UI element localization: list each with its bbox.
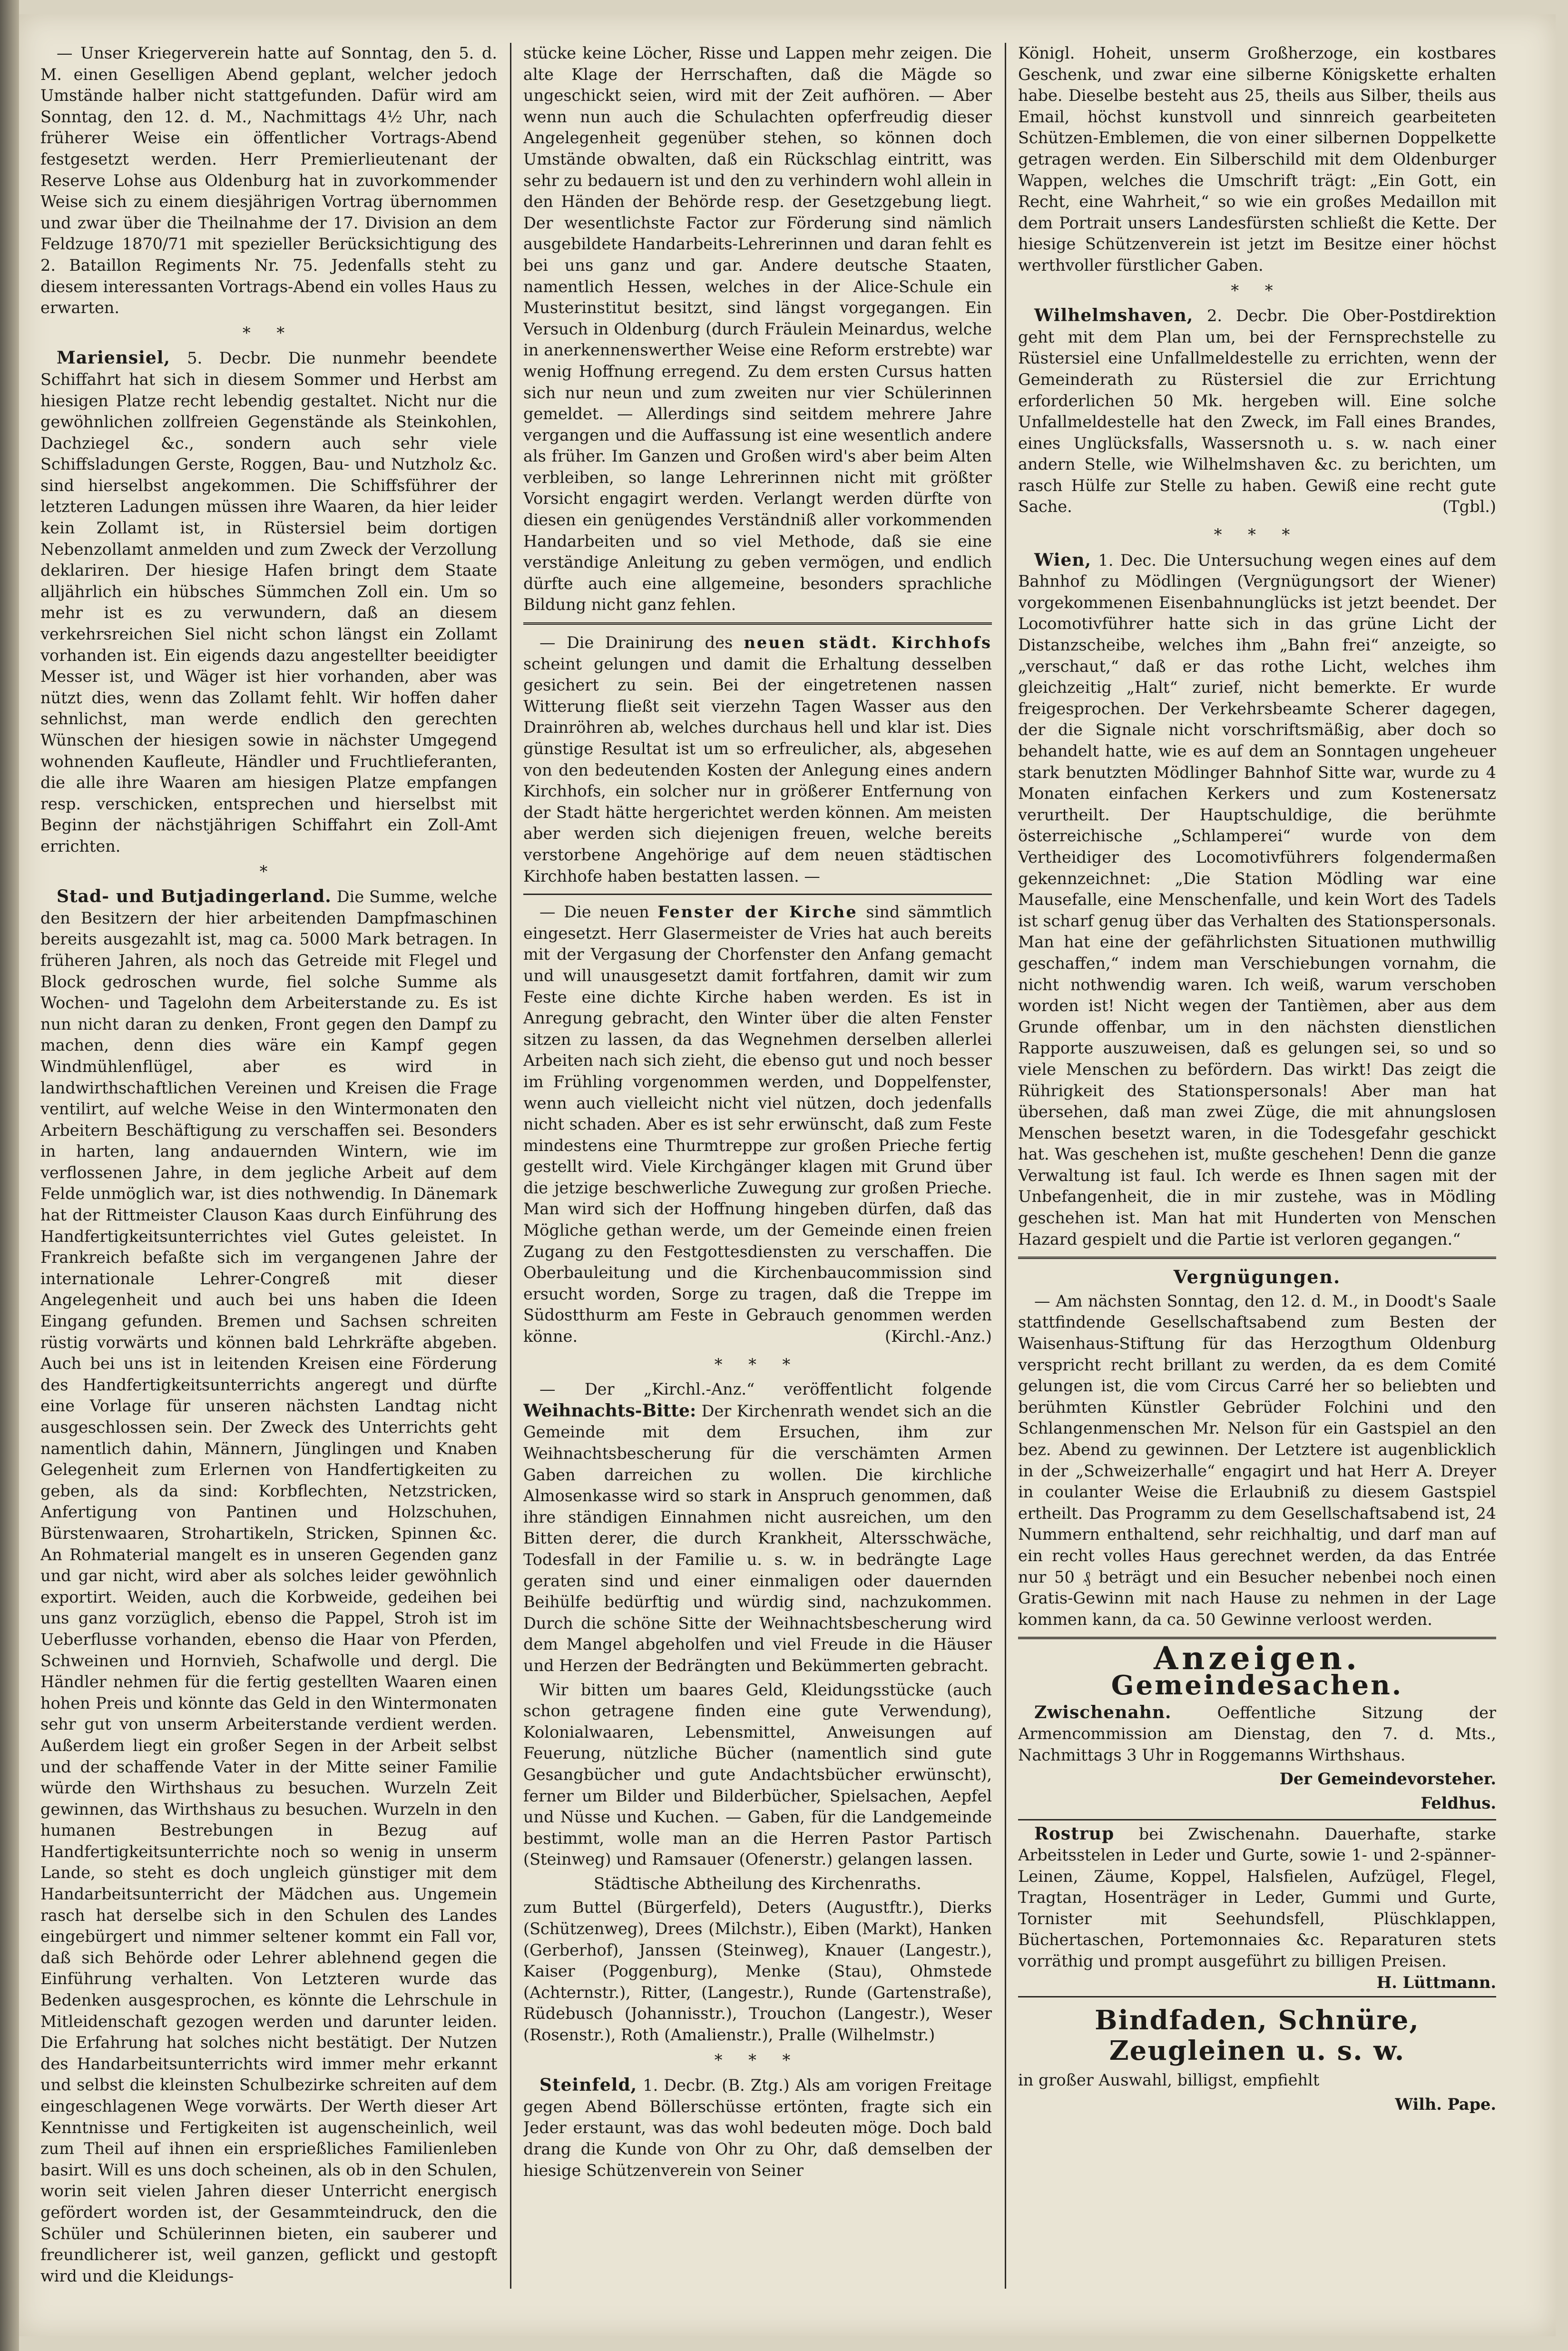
article-lead: — Der „Kirchl.-Anz.“ veröffentlicht folgende [539,1380,992,1399]
column-rule [510,43,511,2289]
article-fenster [523,902,992,1347]
article-mariensiel [40,347,497,857]
article-keyword: Weihnachts-Bitte: [523,1400,696,1421]
article-continuation: Königl. Hoheit, unserm Großherzoge, ein kostbares Geschenk, und zwar eine silberne Königskette erhalten habe. Dieselbe besteht aus 25, theils aus Silber, theils aus Email, höchst kunstvoll und sinnreich gearbeiteten Schützen-Emblemen, die von einer silbernen Doppelkette getragen werden. Ein Silberschild mit dem Oldenburger Wappen, welches die Umschrift trägt: „Ein Gott, ein Recht, eine Wahrheit,“ so wie ein großes Medaillon mit dem Portrait unsers Landesfürsten schließt die Kette. Der hiesige Schützenverein ist jetzt im Besitze einer höchst werthvoller fürstlicher Gaben. [1018,44,1496,275]
article-kirchhof [523,632,992,887]
article-keyword: neuen städt. Kirchhofs [744,633,992,652]
ad-text: bei Zwischenahn. Dauerhafte, starke Arbeitsstelen in Leder und Gurte, sowie 1- und 2-spänner-Leinen, Zäume, Koppel, Halsfielen, Aufzügel, Flegel, Tragtan, Hosenträger in Leder, Gummi und Gurte, Tornister mit Seehundsfell, Plüschklappen, Büchertaschen, Portemonnaies &c. Reparaturen stets vorräthig und prompt ausgeführt zu billigen Preisen. [1018,1824,1496,1971]
column-rule [1005,43,1006,2289]
article-text: sind sämmtlich eingesetzt. Herr Glasermeister de Vries hat auch bereits mit der Vergasung der Chorfenster den Anfang gemacht und will unausgesetzt damit fortfahren, damit wir zum Feste eine dichte Kirche haben werden. Es ist in Anregung gebracht, den Winter über die alten Fenster sitzen zu lassen, da das Wegnehmen derselben allerlei Arbeiten nach sich zieht, die ebenso gut und noch besser im Frühling vorgenommen werden, und Doppelfenster, wenn auch vielleicht nicht viel nützen, doch jedenfalls nicht schaden. Aber es ist sehr erwünscht, daß zum Feste mindestens eine Thurmtreppe zur großen Prieche fertig gestellt wird. Viele Kirchgänger klagen mit Grund über die jetzige beschwerliche Zuwegung zur großen Prieche. Man wird sich der Hoffnung hingeben dürfen, daß das Mögliche gethan werde, um der Gemeinde einen freien Zugang zu den Festgottesdiensten zu verschaffen. Die Oberbauleitung und die Kirchenbaucommission sind ersucht worden, Sorge zu tragen, daß die Treppe im Südostthurm am Feste in Gebrauch genommen werden könne. [523,903,992,1346]
separator-asterisks: * * [242,323,295,342]
article-text: 2. Decbr. Die Ober-Postdirektion geht mit dem Plan um, bei der Fernsprechstelle zu Rüstersiel eine Unfallmeldestelle zu errichten, wenn der Gemeinderath zu Rüstersiel die zur Errichtung erforderlichen 50 Mk. hergeben will. Eine solche Unfallmeldestelle hat den Zweck, im Fall eines Brandes, eines Unglücksfalls, Wassersnoth u. s. w. nach einer andern Stelle, wie Wilhelmshaven &c. zu berichten, um rasch Hülfe zur Stelle zu haben. Gewiß eine recht gute Sache. [1018,306,1496,516]
ad-heading-bindfaden [1018,2005,1496,2066]
dateline-place: Stad- und Butjadingerland. [57,886,332,907]
article-continuation: stücke keine Löcher, Risse und Lappen mehr zeigen. Die alte Klage der Herrschaften, daß die Mägde so ungeschickt seien, wird mit der Zeit aufhören. — Aber wenn nun auch die Schulachten opferfreudig dieser Angelegenheit gegenüber stehen, so können doch Umstände obwalten, daß ein Rückschlag eintritt, was sehr zu bedauern ist und den zu verhindern wohl allein in den Händen der Behörde resp. der Gesetzgebung liegt. Der wesentlichste Factor zur Förderung sind nämlich ausgebildete Handarbeits-Lehrerinnen und daran fehlt es bei uns ganz und gar. Andere deutsche Staaten, namentlich Hessen, welches in der Alice-Schule ein Musterinstitut besitzt, sind längst vorgegangen. Ein Versuch in Oldenburg (durch Fräulein Meinardus, welche in anerkennenswerther Weise eine Reform erstrebte) war wenig Hoffnung erregend. Zu dem ersten Cursus hatten sich nur neun und zum zweiten nur vier Schülerinnen gemeldet. — Allerdings sind seitdem mehrere Jahre vergangen und die Auffassung ist eine wesentlich andere als früher. Im Ganzen und Großen wird's aber beim Alten verbleiben, so lange Lehrerinnen nicht mit größter Vorsicht engagirt werden. Verlangt werden dürfte von diesen ein genügendes Verständniß aller vorkommenden Handarbeiten und so viel Methode, daß sie eine verständige Anleitung zu geben vermögen, und endlich dürfte auch eine allgemeine, besonders sprachliche Bildung nicht ganz fehlen. [523,44,992,614]
separator-asterisks: * [259,862,278,881]
article-stad-butjadingerland [40,886,497,2287]
ad-bindfaden-text: in großer Auswahl, billigst, empfiehlt [1018,2071,1320,2090]
article-lead: — Die neuen [539,903,658,922]
article-lead: — Die Drainirung des [539,633,744,652]
dateline-place: Wilhelmshaven, [1034,305,1194,326]
book-gutter [0,0,19,2351]
column-1 [40,43,497,2289]
article-vergnuegungen: — Am nächsten Sonntag, den 12. d. M., in Doodt's Saale stattfindende Gesellschaftsabend zum Besten der Waisenhaus-Stiftung für das Herzogthum Oldenburg verspricht recht brillant zu werden, da es dem Comité gelungen ist, die vom Circus Carré her so beliebten und berühmten Künstler Gebrüder Folchini und den Schlangenmenschen Mr. Nelson für ein Gastspiel an den bez. Abend zu gewinnen. Der Letztere ist augenblicklich in der „Schweizerhalle“ engagirt und hat Herr A. Dreyer in coulanter Weise die Erlaubniß zu diesem Gastspiel ertheilt. Das Programm zu dem Gesellschaftsabend ist, 24 Nummern enthaltend, sehr reichhaltig, und darf man auf ein recht volles Haus gerechnet werden, da das Entrée nur 50 ₰ beträgt und ein Besucher nebenbei noch einen Gratis-Gewinn mit nach Hause zu nehmen in der Lage kommen kann, da ca. 50 Gewinne verloost werden. [1018,1291,1496,1629]
article-text: 1. Decbr. (B. Ztg.) Als am vorigen Freitage gegen Abend Böllerschüsse ertönten, fragte sich ein Jeder erstaunt, was das wohl bedeuten möge. Doch bald drang die Kunde von Ohr zu Ohr, daß demselben der hiesige Schützenverein von Seiner [523,2076,992,2180]
ad-lederwaren-text [1018,1823,1496,1992]
dateline-place: Mariensiel, [57,348,170,368]
article-text: Der Kirchenrath wendet sich an die Gemeinde mit dem Ersuchen, ihm zur Weihnachtsbescherung für die verschämten Armen Gaben darreichen zu wollen. Die kirchliche Almosenkasse wird so stark in Anspruch genommen, daß ihre ständigen Einnahmen nicht ausreichen, um den Bitten derer, die durch Krankheit, Altersschwäche, Todesfall in der Familie u. s. w. in bedrängte Lage geraten sind und einer einmaligen oder dauernden Beihülfe bedürftig und würdig sind, nachzukommen. Durch die schöne Sitte der Weihnachtsbescherung wird dem Mangel abgeholfen und viel Freude in die Häuser und Herzen der Bedrängten und Bekümmerten gebracht. [523,1401,992,1675]
dateline-place: Wien, [1034,550,1092,570]
separator-asterisks: * * * [714,1355,801,1374]
article-text: 1. Dec. Die Untersuchung wegen eines auf dem Bahnhof zu Mödlingen (Vergnügungsort der Wiener) vorgekommenen Eisenbahnunglücks ist jetzt beendet. Der Locomotivführer hatte sich in das grüne Licht der Distanzscheibe, welches ihm „Bahn frei“ anzeigte, so „verschaut,“ daß er das rothe Licht, welches ihm gleichzeitig „Halt“ zurief, nicht bemerkte. Er wurde freigesprochen. Der Verkehrsbeamte Scherer dagegen, der die Signale nicht vorschriftsmäßig, aber doch so behandelt hatte, wie es auf dem an Sonntagen ungeheuer stark benutzten Mödlinger Bahnhof Sitte war, wurde zu 4 Monaten einfachen Kerkers und zum Kostenersatz verurtheilt. Der Hauptschuldige, die berühmte österreichische „Schlamperei“ wurde von dem Vertheidiger des Locomotivführers folgendermaßen gekennzeichnet: „Die Station Mödling war eine Mausefalle, eine Menschenfalle, und kein Wort des Tadels ist scharf genug über das Verhalten des Stationspersonals. Man hat eine der gefährlichsten Situationen muthwillig geschaffen,“ indem man Verschiebungen vornahm, die nicht nothwendig waren. Ich weiß, warum verschoben worden ist! Nicht wegen der Tantièmen, aber aus dem Grunde offenbar, um in den nächsten dienstlichen Rapporte auszuweisen, daß es gelungen sei, so und so viele Menschen zu befördern. Das wirkt! Das zeigt die Rührigkeit des Stationspersonals! Aber man hat übersehen, daß man zwei Züge, die mit ahnungslosen Menschen besetzt waren, in die Todesgefahr geschickt hat. Was geschehen ist, mußte geschehen! Denn die ganze Verwaltung ist faul. Ich werde es Ihnen sagen mit der Unbefangenheit, die in mir zustehe, was in Mödling geschehen ist. Man hat mit Hunderten von Menschen Hazard gespielt und die Partie ist verloren gegangen.“ [1018,551,1496,1249]
ad-signature: Wilh. Pape. [1395,2095,1496,2114]
article-weihnachts-bitte [523,1379,992,1676]
ad-heading-line: Bindfaden, Schnüre, [1095,2005,1420,2036]
separator-asterisks: * * * [714,2050,801,2069]
article-text: scheint gelungen und damit die Erhaltung desselben gesichert zu sein. Bei der eingetretenen nassen Witterung fließt seit vierzehn Tagen Wasser aus den Drainröhren ab, welches durchaus hell und klar ist. Dies günstige Resultat ist um so erfreulicher, als, abgesehen von den bedeutenden Kosten der Anlegung eines andern Kirchhofs, ein solcher nur in größerer Entfernung von der Stadt hätte hergerichtet werden können. Am meisten aber werden sich diejenigen freuen, welche bereits verstorbene Angehörige auf dem neuen städtischen Kirchhofe haben bestatten lassen. — [523,654,992,885]
section-rule [523,894,992,895]
article-paragraph: Wir bitten um baares Geld, Kleidungsstücke (auch schon getragene finden eine gute Verwendung), Kolonialwaaren, Lebensmittel, Anweisungen auf Feuerung, nützliche Bücher (namentlich sind gute Gesangbücher und gute Andachtsbücher erwünscht), ferner um Bilder und Bilderbücher, Spielsachen, Aepfel und Nüsse und Kuchen. — Gaben, für die Landgemeinde bestimmt, wolle man an die Herren Pastor Partisch (Steinweg) und Ramsauer (Ofenerstr.) gelangen lassen. [523,1680,992,1869]
ad-text: Oeffentliche Sitzung der Armencommission am Dienstag, den 7. d. Mts., Nachmittags 3 Uhr in Roggemanns Wirthshaus. [1018,1703,1496,1764]
source-note: (Kirchl.-Anz.) [885,1327,992,1346]
article-steinfeld [523,2075,992,2181]
ad-signature: Feldhus. [1421,1793,1496,1812]
signature-list: zum Buttel (Bürgerfeld), Deters (Augustftr.), Dierks (Schützenweg), Drees (Milchstr.), Eiben (Markt), Hanken (Gerberhof), Janssen (Steinweg), Knauer (Langestr.), Kaiser (Poggenburg), Menke (Stau), Ohmstede (Achternstr.), Ritter, (Langestr.), Runde (Gartenstraße), Rüdebusch (Johannisstr.), Trouchon (Langestr.), Weser (Rosenstr.), Roth (Amalienstr.), Pralle (Wilhelmstr.) [523,1898,992,2045]
column-2 [523,43,992,2289]
ad-signature: Der Gemeindevorsteher. [1279,1770,1496,1789]
article-text: Die Summe, welche den Besitzern der hier arbeitenden Dampfmaschinen bereits ausgezahlt ist, mag ca. 5000 Mark betragen. In früheren Jahren, als noch das Getreide mit Flegel und Block gedroschen wurde, fiel solche Summe als Wochen- und Tagelohn dem Arbeiterstande zu. Es ist nun nicht daran zu denken, Front gegen den Dampf zu machen, denn dies wäre ein Kampf gegen Windmühlenflügel, aber es wird in landwirthschaftlichen Vereinen und Kreisen die Frage ventilirt, auf welche Weise in den Wintermonaten den Arbeitern Beschäftigung zu verschaffen sei. Besonders in harten, lang andauernden Wintern, wie im verflossenen Jahre, in dem jegliche Arbeit auf dem Felde unmöglich war, ist dies nothwendig. In Dänemark hat der Rittmeister Clauson Kaas durch Einführung des Handfertigkeitsunterrichtes viel Gutes geleistet. In Frankreich befaßte sich im vergangenen Jahre der internationale Lehrer-Congreß mit dieser Angelegenheit und auch bei uns haben die Ideen Eingang gefunden. Bremen und Sachsen schreiten rüstig vorwärts und können bald Lehrkräfte abgeben. Auch bei uns ist in leitenden Kreisen eine Förderung des Handfertigkeitsunterrichts angeregt und dürfte eine Vorlage für unseren nächsten Landtag nicht ausgeschlossen sein. Der Zweck des Unterrichts geht namentlich dahin, Männern, Jünglingen und Knaben Gelegenheit zum Erlernen von Handfertigkeiten zu geben, als da sind: Korbflechten, Netzstricken, Anfertigung von Pantinen und Holzschuhen, Bürstenwaaren, Strohartikeln, Stricken, Spinnen &c. An Rohmaterial mangelt es in unseren Gegenden ganz und gar nicht, wird aber als solches leider gewöhnlich exportirt. Weiden, auch die Korbweide, gedeihen bei uns ganz vorzüglich, ebenso die Pappel, Stroh ist im Ueberflusse vorhanden, ebenso die Haar von Pferden, Schweinen und Hornvieh, Schafwolle und dergl. Die Händler nehmen für die fertig gestellten Waaren einen hohen Preis und könnte das Geld in den Wintermonaten sehr gut von unserm Arbeiterstande verdient werden. Außerdem liegt ein großer Segen in der Arbeit selbst und der schaffende Vater in der Mitte seiner Familie würde den Wirthshaus zu besuchen. Wurzeln Zeit gewinnen, das Wirthshaus zu besuchen. Wurzeln in den humanen Bestrebungen in Bezug auf Handfertigkeitsunterrichte noch so wenig in unserm Lande, so steht es doch ungleich günstiger mit dem Handarbeitsunterricht der Mädchen aus. Ungemein rasch hat derselbe sich in den Schulen des Landes eingebürgert und nimmer seltener kommt ein Fall vor, daß sich Behörde oder Lehrer ablehnend gegen die Einführung verhalten. Von Letzteren wurde das Bedenken ausgesprochen, es könnte die Lehrschule in Mitleidenschaft gezogen werden und darunter leiden. Die Erfahrung hat solches nicht bestätigt. Der Nutzen des Handarbeitsunterrichts wird immer mehr erkannt und selbst die kleinsten Schulbezirke schreiten auf dem eingeschlagenen Wege vorwärts. Der Werth dieser Art Kenntnisse und Fertigkeiten ist augenscheinlich, weil zum Theil auf ihnen ein ersprießliches Familienleben basirt. Will es uns doch scheinen, als ob in den Schulen, worin seit vielen Jahren dieser Unterricht energisch gefördert worden ist, der Gesammteindruck, den die Schüler und Schülerinnen bieten, ein sauberer und freundlicherer ist, weil ganzen, geflickt und gestopft wird und die Kleidungs- [40,887,497,2285]
article-keyword: Fenster der Kirche [657,903,858,922]
article-wilhelmshaven [1018,305,1496,518]
section-heading-vergnuegungen: Vergnügungen. [1173,1266,1341,1288]
article-text: 5. Decbr. Die nunmehr beendete Schiffahrt hat sich in diesem Sommer und Herbst am hiesigen Platze recht lebendig gestaltet. Nicht nur die gewöhnlichen zollfreien Gegenstände als Steinkohlen, Dachziegel &c., sondern auch sehr viele Schiffsladungen Gerste, Roggen, Bau- und Nutzholz &c. sind hierselbst angekommen. Die Schiffsführer der letzteren Ladungen müssen ihre Waaren, da hier leider kein Zollamt ist, in Rüstersiel beim dortigen Nebenzollamt anmelden und zum Zweck der Verzollung deklariren. Der hiesige Hafen bringt dem Staate alljährlich ein hübsches Sümmchen Zoll ein. Um so mehr ist es zu verwundern, daß an diesem verkehrsreichen Siel nicht schon längst ein Zollamt vorhanden ist. Ein eigends dazu angestellter beeidigter Messer ist, und Wäger ist hier vorhanden, aber was nützt dies, wenn das Zollamt fehlt. Wir hoffen daher sehnlichst, man werde endlich den gerechten Wünschen der hiesigen sowie in nächster Umgegend wohnenden Kaufleute, Händler und Fruchtlieferanten, die alle ihre Waaren am hiesigen Platze empfangen resp. verschicken, entsprechen und hierselbst mit Beginn der nächstjährigen Schiffahrt ein Zoll-Amt errichten. [40,349,497,856]
section-rule [523,622,992,625]
ad-gemeindesachen [1018,1702,1496,1766]
ad-heading-line: Zeugleinen u. s. w. [1109,2035,1405,2067]
column-3 [1018,43,1496,2289]
signature-heading: Städtische Abtheilung des Kirchenraths. [594,1874,921,1893]
dateline-place: Rostrup [1034,1823,1115,1844]
ad-heading-gemeindesachen: Gemeindesachen. [1111,1669,1403,1701]
separator-asterisks: * * [1231,281,1284,300]
section-heading-anzeigen: Anzeigen. [1154,1640,1361,1677]
dateline-place: Steinfeld, [539,2075,637,2095]
dateline-place: Zwischenahn. [1034,1702,1172,1722]
separator-asterisks: * * * [1214,525,1301,544]
ad-lederwaren [1018,1819,1496,1998]
source-note: (Tgbl.) [1442,497,1496,516]
section-rule [1018,1257,1496,1259]
ad-signature: H. Lüttmann. [1376,1973,1496,1992]
article-wien [1018,550,1496,1250]
section-rule [1018,1637,1496,1639]
article-kriegerverein: — Unser Kriegerverein hatte auf Sonntag, den 5. d. M. einen Geselligen Abend geplant, welcher jedoch Umstände halber nicht stattgefunden. Dafür wird am Sonntag, den 12. d. M., Nachmittags 4½ Uhr, nach früherer Weise ein öffentlicher Vortrags-Abend festgesetzt werden. Herr Premierlieutenant der Reserve Lohse aus Oldenburg hat in zuvorkommender Weise sich zu einem diesjährigen Vortrag übernommen und zwar über die Theilnahme der 17. Division an dem Feldzuge 1870/71 mit spezieller Berücksichtigung des 2. Bataillon Regiments Nr. 75. Jedenfalls steht zu diesem interessanten Vortrags-Abend ein volles Haus zu erwarten. [40,44,497,317]
